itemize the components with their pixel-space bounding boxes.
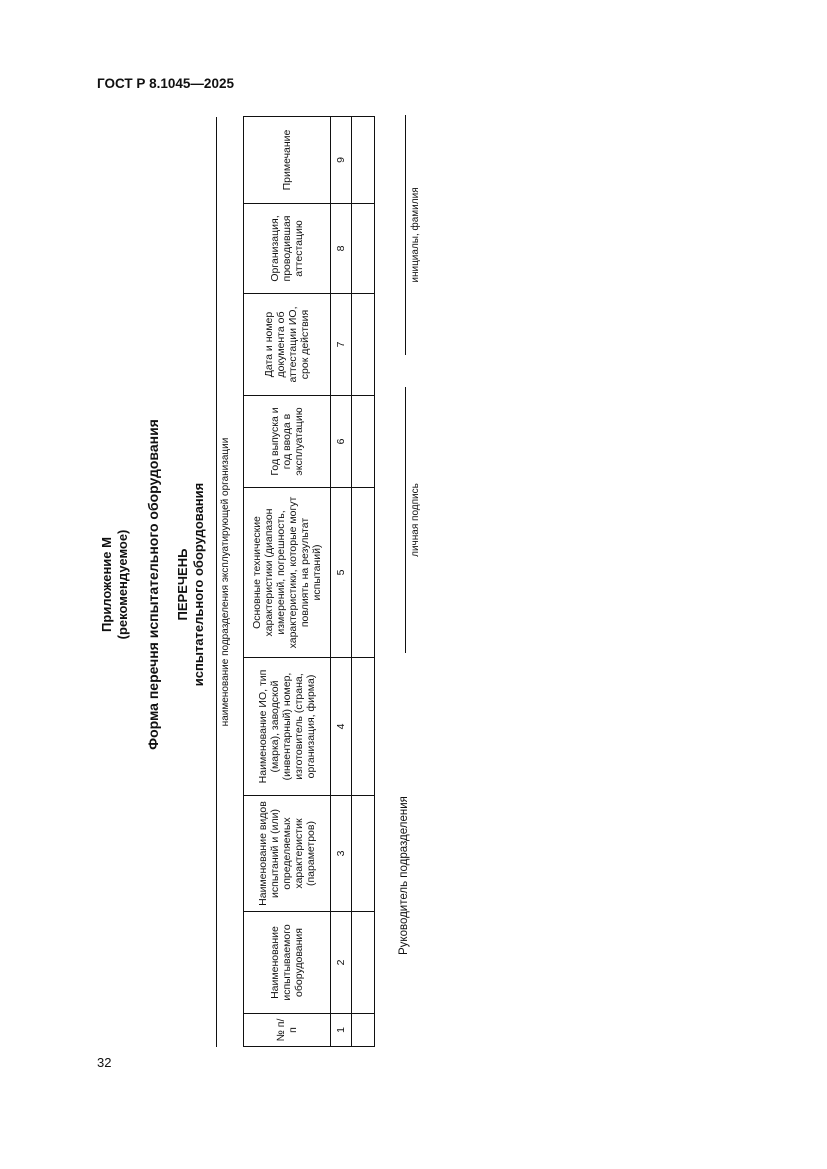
column-header: Примечание — [244, 117, 331, 204]
organization-line — [216, 117, 217, 1047]
column-number: 1 — [331, 1014, 352, 1047]
table-row — [352, 117, 375, 1047]
table-cell — [352, 204, 375, 294]
annex-status: (рекомендуемое) — [115, 529, 130, 640]
column-number-row — [331, 117, 352, 1047]
organization-caption: наименование подразделения эксплуатирующей организации — [220, 437, 231, 727]
column-header: Наименование испытываемого оборудования — [244, 912, 331, 1014]
column-number: 9 — [331, 117, 352, 204]
name-line — [405, 115, 406, 355]
column-header: № п/п — [244, 1014, 331, 1047]
column-header: Дата и номер документа об аттестации ИО, срок действия — [244, 294, 331, 396]
table-cell — [352, 294, 375, 396]
form-title: Форма перечня испытательного оборудования — [145, 419, 161, 750]
column-header: Год выпуска и год ввода в эксплуатацию — [244, 396, 331, 488]
standard-code: ГОСТ Р 8.1045—2025 — [97, 76, 234, 91]
table-cell — [352, 117, 375, 204]
column-number: 3 — [331, 796, 352, 912]
column-number: 7 — [331, 294, 352, 396]
table-cell — [352, 912, 375, 1014]
page-number: 32 — [97, 1055, 112, 1070]
annex-title: Приложение М — [99, 537, 114, 632]
signature-caption: личная подпись — [410, 483, 421, 557]
table-cell — [352, 796, 375, 912]
column-header: Наименование ИО, тип (марка), заводской (инвентарный) номер, изготовитель (страна, организация, фирма) — [244, 658, 331, 796]
column-number: 8 — [331, 204, 352, 294]
table-cell — [352, 396, 375, 488]
column-number: 5 — [331, 488, 352, 658]
equipment-table — [243, 116, 375, 1047]
column-header: Основные технические характеристики (диапазон измерений, погрешность, характеристики, которые могут повлиять на результат испытаний) — [244, 488, 331, 658]
column-number: 4 — [331, 658, 352, 796]
list-subtitle: испытательного оборудования — [191, 482, 206, 687]
table-cell — [352, 488, 375, 658]
column-number: 6 — [331, 396, 352, 488]
signature-line — [405, 387, 406, 653]
signer-title: Руководитель подразделения — [398, 796, 410, 955]
table-cell — [352, 658, 375, 796]
table-header-row — [244, 117, 331, 1047]
table-cell — [352, 1014, 375, 1047]
column-number: 2 — [331, 912, 352, 1014]
name-caption: инициалы, фамилия — [410, 187, 421, 283]
list-title: ПЕРЕЧЕНЬ — [175, 548, 190, 621]
column-header: Организация, проводившая аттестацию — [244, 204, 331, 294]
column-header: Наименование видов испытаний и (или) определяемых характеристик (параметров) — [244, 796, 331, 912]
